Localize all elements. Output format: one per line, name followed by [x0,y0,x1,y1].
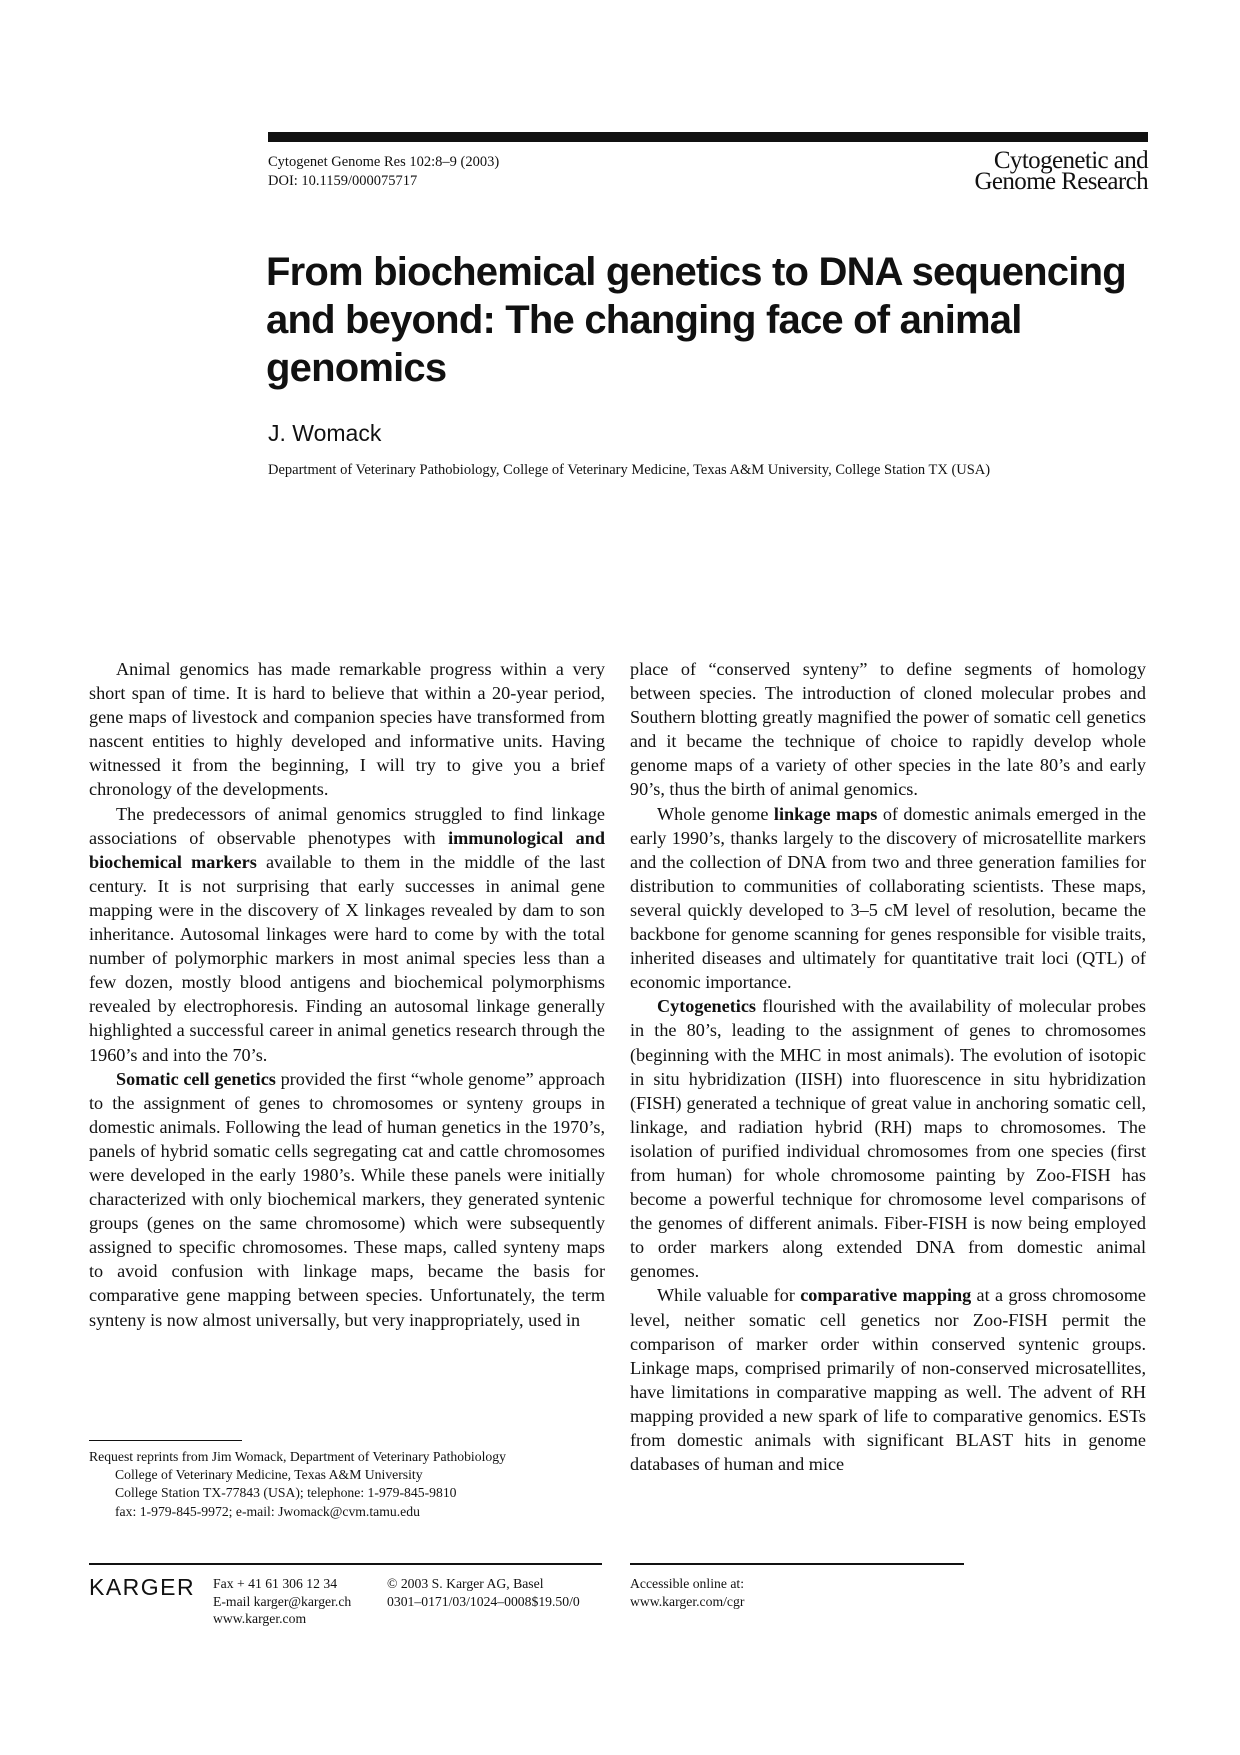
text-run: at a gross chromosome level, neither somatic cell genetics nor Zoo-FISH permit the comparison of marker order within conserved syntenic groups. Linkage maps, comprised primarily of non-conserved microsatellites, have limitations in comparative mapping as well. The advent of RH mapping provided a new spark of life to comparative genomics. ESTs from domestic animals with significant BLAST hits in genome databases of human and mice [630,1285,1146,1475]
website-link[interactable]: www.karger.com [213,1611,307,1626]
paragraph: Animal genomics has made remarkable progress within a very short span of time. It is hard to believe that within a 20-year period, gene maps of livestock and companion species have transformed from nascent entities to highly developed and informative units. Having witnessed it from the beginning, I will try to give you a brief chronology of the developments. [89,659,605,800]
footnote-line: Request reprints from Jim Womack, Department of Veterinary Pathobiology [89,1449,506,1464]
paragraph [630,994,1146,1283]
copyright-line: © 2003 S. Karger AG, Basel [387,1576,544,1591]
bold-term: linkage maps [773,803,878,824]
header-rule [268,132,1148,142]
footer-rule-right [630,1563,964,1565]
journal-logo [974,147,1148,195]
paragraph [630,802,1146,995]
footer-rule-left [89,1563,602,1565]
bold-term: Somatic cell genetics [116,1068,276,1089]
text-run: Whole genome [657,803,774,824]
online-label: Accessible online at: [630,1576,745,1591]
text-run: The predecessors of animal genomics struggled to find linkage associations of observable phenotypes with [89,803,605,848]
paragraph: place of “conserved synteny” to define segments of homology between species. The introduction of cloned molecular probes and Southern blotting greatly magnified the power of somatic cell genetics and it became the technique of choice to rapidly develop whole genome maps of a variety of other species in the late 80’s and early 90’s, thus the birth of animal genomics. [630,659,1146,800]
reprint-footnote [89,1448,609,1521]
footnote-line: fax: 1-979-845-9972; e-mail: Jwomack@cvm.tamu.edu [115,1503,420,1519]
doi-line: DOI: 10.1159/000075717 [268,173,418,189]
author-affiliation: Department of Veterinary Pathobiology, College of Veterinary Medicine, Texas A&M University, College Station TX (USA) [268,462,991,478]
publisher-contact [213,1575,351,1628]
body-column-right [630,657,1146,1476]
copyright-block [387,1575,580,1610]
publisher-logo: KARGER [89,1574,196,1600]
paragraph [89,802,605,1067]
citation-block [268,153,499,191]
journal-logo-line2: Genome Research [974,168,1148,195]
issn-line: 0301–0171/03/1024–0008$19.50/0 [387,1593,580,1609]
footnote-line: College Station TX-77843 (USA); telephone: 1-979-845-9810 [115,1485,457,1501]
bold-term: immunological and biochemical markers [89,827,606,872]
footnote-line: College of Veterinary Medicine, Texas A&M University [115,1467,423,1483]
online-access-block [630,1575,744,1610]
text-run: of domestic animals emerged in the early 1990’s, thanks largely to the discovery of microsatellite markers and the collection of DNA from two and three generation families for distribution to communities of collaborating scientists. These maps, several quickly developed to 3–5 cM level of resolution, became the backbone for genome scanning for genes responsible for visible traits, inherited diseases and ultimately for quantitative trait loci (QTL) of economic importance. [630,803,1146,993]
body-column-left [89,657,605,1332]
text-run: flourished with the availability of molecular probes in the 80’s, leading to the assignment of genes to chromosomes (beginning with the MHC in most animals). The evolution of isotopic in situ hybridization (IISH) into fluorescence in situ hybridization (FISH) generated a technique of great value in anchoring somatic cell, linkage, and radiation hybrid (RH) maps to chromosomes. The isolation of purified individual chromosomes from one species (first from human) for whole chromosome painting by Zoo-FISH has become a powerful technique for chromosome level comparisons of the genomes of different animals. Fiber-FISH is now being employed to order markers along extended DNA from domestic animal genomes. [630,996,1146,1282]
text-run: available to them in the middle of the last century. It is not surprising that early successes in animal gene mapping were in the discovery of X linkages revealed by dam to son inheritance. Autosomal linkages were hard to come by with the total number of polymorphic markers in most animal species less than a few dozen, mostly blood antigens and biochemical polymorphisms revealed by electrophoresis. Finding an autosomal linkage generally highlighted a successful career in animal genetics research through the 1960’s and into the 70’s. [89,851,605,1065]
author-name: J. Womack [268,420,382,446]
email-address: E-mail karger@karger.ch [213,1593,352,1609]
bold-term: Cytogenetics [657,996,756,1017]
paragraph [89,1067,605,1332]
journal-logo-line1: Cytogenetic and [993,147,1148,174]
bold-term: comparative mapping [800,1285,972,1306]
online-url-link[interactable]: www.karger.com/cgr [630,1593,745,1609]
article-title: From biochemical genetics to DNA sequencing and beyond: The changing face of animal genomics [266,250,1126,390]
text-run: provided the first “whole genome” approach to the assignment of genes to chromosomes or synteny groups in domestic animals. Following the lead of human genetics in the 1970’s, panels of hybrid somatic cells segregating cat and cattle chromosomes were developed in the early 1980’s. While these panels were initially characterized with only biochemical markers, they generated syntenic groups (genes on the same chromosome) which were subsequently assigned to specific chromosomes. These maps, called synteny maps to avoid confusion with linkage maps, became the basis for comparative gene mapping between species. Unfortunately, the term synteny is now almost universally, but very inappropriately, used in [89,1068,606,1330]
fax-number: Fax + 41 61 306 12 34 [213,1576,338,1591]
footnote-rule [89,1440,242,1441]
text-run: While valuable for [657,1285,801,1306]
paragraph [630,1283,1146,1476]
citation-line: Cytogenet Genome Res 102:8–9 (2003) [268,154,500,170]
